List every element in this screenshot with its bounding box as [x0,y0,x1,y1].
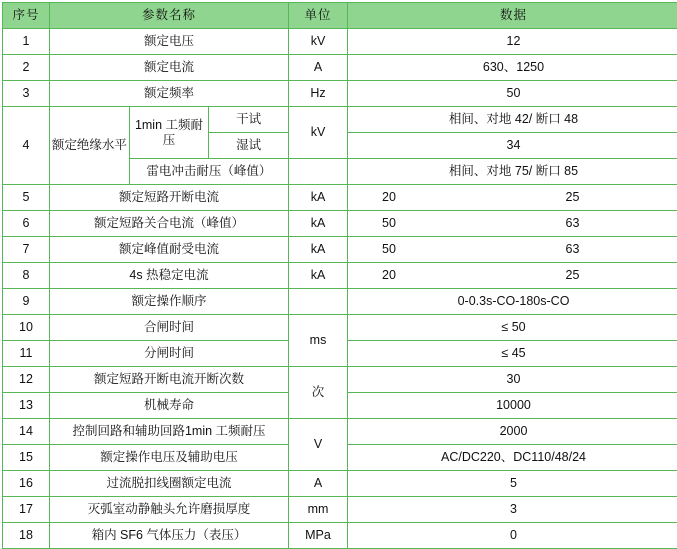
row-unit: kV [289,107,348,159]
row-data [348,237,677,263]
row-data-left: 50 [348,242,514,256]
row-name: 额定操作顺序 [50,289,289,315]
row-name: 控制回路和辅助回路1min 工频耐压 [50,419,289,445]
row-name: 额定短路关合电流（峰值） [50,211,289,237]
row-data: 相间、对地 42/ 断口 48 [348,107,677,133]
table-row [3,497,677,523]
row-no: 10 [3,315,50,341]
row-no: 3 [3,81,50,107]
row-unit: A [289,471,348,497]
table-row [3,55,677,81]
row-data-left: 20 [348,268,514,282]
row-name: 额定短路开断电流开断次数 [50,367,289,393]
row-data-left: 20 [348,190,514,204]
row-unit: kA [289,185,348,211]
row-data: 34 [348,133,677,159]
row-data [348,263,677,289]
row-data: 5 [348,471,677,497]
table-row [3,367,677,393]
row-data: ≤ 45 [348,341,677,367]
table-row [3,289,677,315]
row-name: 额定短路开断电流 [50,185,289,211]
row-data: 0 [348,523,677,549]
row-data: 30 [348,367,677,393]
header-cell-unit: 单位 [289,3,348,29]
row-data-left: 50 [348,216,514,230]
table-row [3,263,677,289]
row-subtype: 干试 [209,107,289,133]
row-unit: kV [289,29,348,55]
row-data: 3 [348,497,677,523]
row-subtype: 湿试 [209,133,289,159]
row-data: AC/DC220、DC110/48/24 [348,445,677,471]
table-header [3,3,677,29]
row-data-right: 25 [514,268,677,282]
row-name: 合闸时间 [50,315,289,341]
row-subname: 雷电冲击耐压（峰值） [129,159,288,185]
row-subname: 1min 工频耐压 [129,107,209,159]
table-row [3,185,677,211]
row-no: 17 [3,497,50,523]
row-data [348,185,677,211]
row-unit [289,159,348,185]
row-name: 箱内 SF6 气体压力（表压） [50,523,289,549]
row-no: 15 [3,445,50,471]
row-name: 额定电流 [50,55,289,81]
row-name: 灭弧室动静触头允许磨损厚度 [50,497,289,523]
row-no: 13 [3,393,50,419]
table-row [3,107,677,133]
row-group-label: 额定绝缘水平 [50,107,130,185]
row-no: 11 [3,341,50,367]
row-data: ≤ 50 [348,315,677,341]
row-no: 18 [3,523,50,549]
row-name: 机械寿命 [50,393,289,419]
table-row [3,237,677,263]
row-name: 4s 热稳定电流 [50,263,289,289]
row-no: 4 [3,107,50,185]
header-cell-data: 数据 [348,3,677,29]
row-data: 10000 [348,393,677,419]
row-unit: 次 [289,367,348,419]
row-unit: MPa [289,523,348,549]
row-data: 12 [348,29,677,55]
header-row [3,3,677,29]
row-name: 过流脱扣线圈额定电流 [50,471,289,497]
header-cell-no: 序号 [3,3,50,29]
row-unit: kA [289,263,348,289]
row-unit: mm [289,497,348,523]
row-no: 8 [3,263,50,289]
table-row [3,419,677,445]
row-no: 14 [3,419,50,445]
row-no: 9 [3,289,50,315]
row-unit: A [289,55,348,81]
row-unit: kA [289,237,348,263]
row-unit [289,289,348,315]
row-unit: Hz [289,81,348,107]
table-body [3,29,677,549]
row-data: 0-0.3s-CO-180s-CO [348,289,677,315]
row-name: 额定峰值耐受电流 [50,237,289,263]
row-data-right: 63 [514,242,677,256]
row-name: 额定频率 [50,81,289,107]
row-no: 16 [3,471,50,497]
row-no: 2 [3,55,50,81]
table-row [3,523,677,549]
row-no: 7 [3,237,50,263]
row-name: 额定电压 [50,29,289,55]
row-no: 6 [3,211,50,237]
row-data-right: 25 [514,190,677,204]
row-no: 12 [3,367,50,393]
row-unit: V [289,419,348,471]
row-data: 630、1250 [348,55,677,81]
table-row [3,29,677,55]
row-name: 分闸时间 [50,341,289,367]
row-no: 5 [3,185,50,211]
row-data-right: 63 [514,216,677,230]
table-row [3,315,677,341]
header-cell-name: 参数名称 [50,3,289,29]
table-row [3,471,677,497]
row-data: 2000 [348,419,677,445]
row-data: 50 [348,81,677,107]
row-data: 相间、对地 75/ 断口 85 [348,159,677,185]
row-unit: kA [289,211,348,237]
row-unit: ms [289,315,348,367]
row-name: 额定操作电压及辅助电压 [50,445,289,471]
row-no: 1 [3,29,50,55]
table-row [3,211,677,237]
row-data [348,211,677,237]
table-row [3,81,677,107]
specification-table [2,2,677,549]
